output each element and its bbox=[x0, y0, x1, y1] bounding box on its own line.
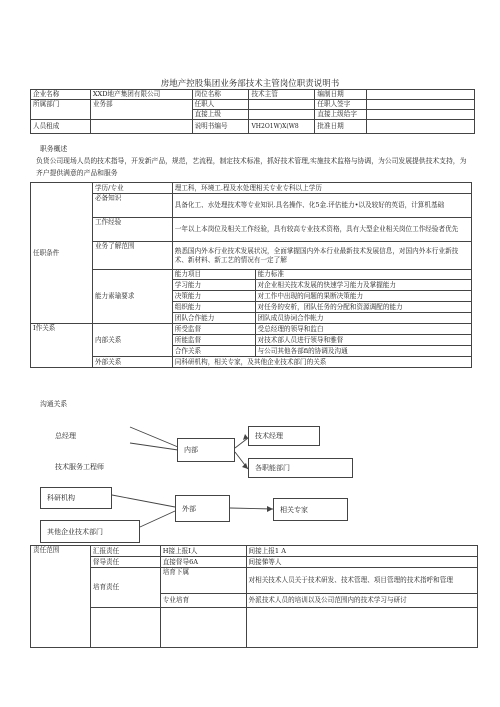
ability-head-standard: 能力标准 bbox=[255, 270, 471, 280]
duty-detail: 对相关技术人员关于技术研发、技术管理、项目管理的技术指呼和管理 bbox=[246, 568, 477, 594]
requirements-label-text: 任职条件 bbox=[33, 249, 60, 257]
diagram-tech-manager: 技术经理 bbox=[248, 426, 320, 446]
diagram-other-companies: 其他企业技术部门 bbox=[40, 520, 140, 543]
diagram-external: 外部 bbox=[175, 495, 230, 522]
external-relations-label: 外部关系 bbox=[92, 357, 172, 368]
connector-line bbox=[140, 511, 175, 527]
relation-item: 所受监督 bbox=[172, 324, 255, 335]
internal-relations-label: 内部关系 bbox=[92, 324, 172, 357]
duty-empty bbox=[90, 608, 160, 648]
duty-empty bbox=[160, 608, 246, 648]
duty-detail: 外派技术人员的培训以及公司范围内的技术学习与研讨 bbox=[246, 594, 477, 608]
relations-label: I作关系 bbox=[31, 324, 93, 368]
ability-standard: 对企业相关技术发展的快速学习能力及掌握能力 bbox=[255, 280, 471, 291]
communication-label: 沟通关系 bbox=[40, 400, 68, 408]
knowledge-value: 具备化工、水处理技术等专业知识.具名操作、化5金.评估能力•以及较好的英语，计算机基础 bbox=[172, 194, 471, 218]
external-relations-value: 同科研机构，相关专家，及其他企业技术部门的关系 bbox=[172, 357, 471, 368]
overview-label: 职务概述 bbox=[40, 145, 68, 153]
diagram-internal: 内部 bbox=[177, 438, 235, 462]
relation-value: 受总经理的领导和监白 bbox=[255, 324, 471, 335]
duty-type: 督导责任 bbox=[90, 557, 160, 568]
scope-value: 熟悉国内外本行业技术发展状况，全面掌握国内外本行业最新技术发展信息，对国内外本行业新技术、新材料、新工艺的情况有一定了解 bbox=[172, 242, 471, 270]
experience-label: 工作经验 bbox=[92, 218, 172, 242]
label-superior: 直接上级 bbox=[192, 110, 249, 120]
diagram-departments: 各职能部门 bbox=[248, 458, 353, 478]
duties-label: 责任范围 bbox=[31, 546, 91, 648]
label-department: 所属部门 bbox=[31, 100, 91, 120]
ability-standard: 对工作中出现的问题的果断决策能力 bbox=[255, 291, 471, 302]
duty-indirect: 间接悌等人 bbox=[246, 557, 477, 568]
duty-indirect: 间接上报1 A bbox=[246, 546, 477, 557]
ability-item: 团队合作能力 bbox=[172, 313, 255, 324]
diagram-gm: 总经理 bbox=[55, 432, 76, 440]
document-title: 房地产控股集团业务部技术主管岗位职责说明书 bbox=[160, 79, 340, 89]
ability-label: 能力素瑜要求 bbox=[92, 270, 172, 324]
relation-item: 合作关系 bbox=[172, 346, 255, 357]
duties-table bbox=[30, 545, 478, 648]
label-approve-date: 批准日期 bbox=[315, 120, 367, 134]
connector-line bbox=[235, 438, 248, 448]
knowledge-label: 必备知识 bbox=[92, 194, 172, 218]
diagram-tech-engineer: 技术服务工程师 bbox=[55, 463, 104, 471]
label-superior-sign: 直接上级给字 bbox=[315, 110, 367, 120]
scope-label: 业务了解范围 bbox=[92, 242, 172, 270]
duty-empty bbox=[246, 608, 477, 648]
ability-item: 组织能力 bbox=[172, 302, 255, 313]
diagram-experts: 相关专家 bbox=[273, 498, 348, 521]
relation-value: 与公司其他各部fi的协调及沟通 bbox=[255, 346, 471, 357]
ability-head-item: 能力项目 bbox=[172, 270, 255, 280]
duty-direct: H接上报I人 bbox=[160, 546, 246, 557]
diagram-research: 科研机构 bbox=[40, 487, 112, 509]
label-staffing: 人员租成 bbox=[31, 120, 91, 134]
label-date: 编制日期 bbox=[315, 90, 367, 100]
value-company: XXD地产集团有限公司 bbox=[90, 90, 192, 100]
relation-item: 所能监督 bbox=[172, 335, 255, 346]
edu-label: 学历/专业 bbox=[92, 183, 172, 194]
label-position: 岗位名称 bbox=[192, 90, 249, 100]
value-department: 业务部 bbox=[90, 100, 192, 120]
edu-value: 理工科，环境工.程及水处理相关专业专科以上学历 bbox=[172, 183, 471, 194]
ability-standard: 团队成员协词合作帐力 bbox=[255, 313, 471, 324]
label-holder-sign: 任职人签字 bbox=[315, 100, 367, 110]
label-doc-number: 说明书编号 bbox=[192, 120, 249, 134]
label-company: 企业名称 bbox=[31, 90, 91, 100]
connector-line bbox=[230, 508, 273, 509]
value-position: 技术主管 bbox=[249, 90, 315, 100]
duty-type: 培育责任 bbox=[90, 568, 160, 608]
ability-item: 学习能力 bbox=[172, 280, 255, 291]
value-doc-number: VH2O1W)X(W8 bbox=[249, 120, 315, 134]
ability-item: 决策能力 bbox=[172, 291, 255, 302]
duty-sub: 专业培育 bbox=[160, 594, 246, 608]
duty-direct: 直接督导6A bbox=[160, 557, 246, 568]
overview-text: 负货公司现场人员的技术指导，开发新产品，规范，艺流程，制定技术标准，抓好技术管理,实施技术监格与协调，为公司发展提供技术支持，为齐户提供满意的产品和服务 bbox=[36, 157, 467, 177]
duty-type: 汇报责任 bbox=[90, 546, 160, 557]
connector-line bbox=[112, 495, 175, 507]
label-holder: 任职人 bbox=[192, 100, 249, 110]
duty-sub: 培育下属 bbox=[160, 568, 246, 594]
relation-value: 对技术部人员进行领导和雅督 bbox=[255, 335, 471, 346]
ability-standard: 对任务的安析，团队任务的分配和资源调配的能力 bbox=[255, 302, 471, 313]
experience-value: 一年以上本岗位及相关工作经验，具有较高专业技术资格，具有大型企业相关岗位工作经验者优先 bbox=[172, 218, 471, 242]
